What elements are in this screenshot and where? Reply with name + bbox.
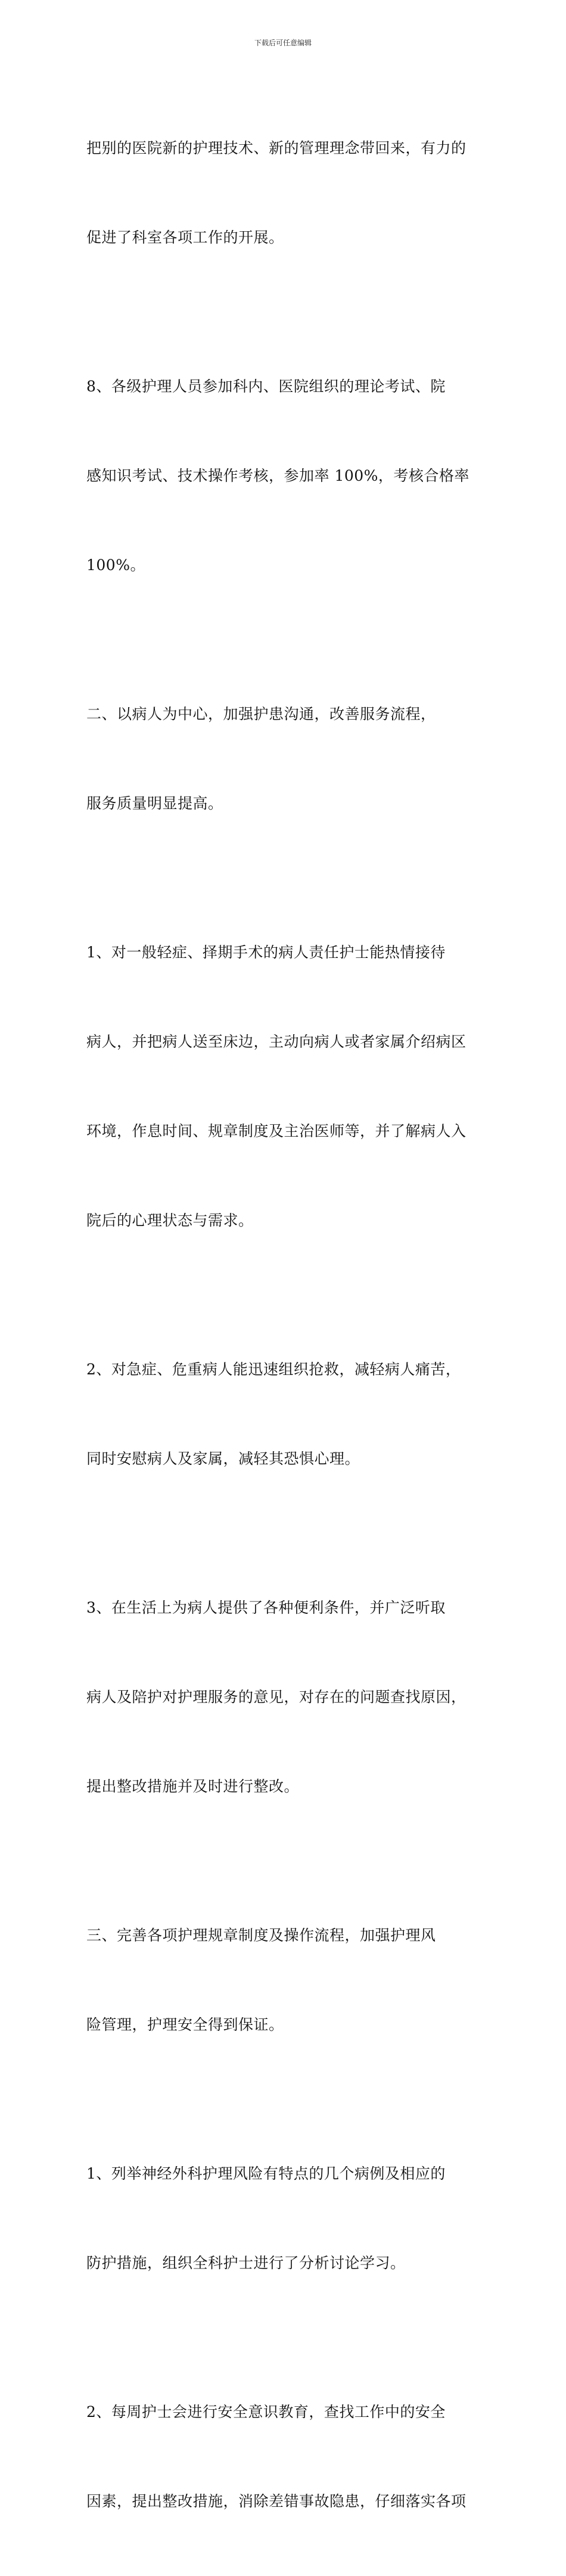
paragraph-3 — [86, 640, 492, 878]
paragraph-7 — [86, 1861, 492, 2099]
text-line: 8、各级护理人员参加科内、医院组织的理论考试、院 — [86, 378, 446, 395]
paragraph-6 — [86, 1533, 492, 1861]
paragraph-2 — [86, 312, 492, 640]
page-header: 下载后可任意编辑 — [254, 39, 312, 47]
text-line: 环境，作息时间、规章制度及主治医师等，并了解病人入 — [86, 1122, 467, 1140]
paragraph-8 — [86, 2099, 492, 2338]
text-line: 1、对一般轻症、择期手术的病人责任护士能热情接待 — [86, 944, 446, 961]
text-line: 病人，并把病人送至床边，主动向病人或者家属介绍病区 — [86, 1033, 467, 1050]
text-line: 二、以病人为中心，加强护患沟通，改善服务流程， — [86, 705, 436, 723]
text-line: 病人及陪护对护理服务的意见，对存在的问题查找原因， — [86, 1688, 467, 1706]
document-body — [86, 74, 492, 2576]
text-line: 100%。 — [86, 556, 145, 574]
text-line: 2、每周护士会进行安全意识教育，查找工作中的安全 — [86, 2403, 446, 2421]
text-line: 促进了科室各项工作的开展。 — [86, 229, 284, 246]
text-line: 服务质量明显提高。 — [86, 795, 223, 812]
text-line: 院后的心理状态与需求。 — [86, 1212, 254, 1229]
text-line: 2、对急症、危重病人能迅速组织抢救，减轻病人痛苦， — [86, 1361, 461, 1378]
text-line: 1、列举神经外科护理风险有特点的几个病例及相应的 — [86, 2165, 446, 2182]
paragraph-5 — [86, 1295, 492, 1533]
text-line: 三、完善各项护理规章制度及操作流程，加强护理风 — [86, 1927, 436, 1944]
paragraph-9 — [86, 2338, 492, 2576]
text-line: 把别的医院新的护理技术、新的管理理念带回来，有力的 — [86, 139, 467, 157]
text-line: 因素，提出整改措施，消除差错事故隐患，仔细落实各项 — [86, 2493, 467, 2510]
paragraph-4 — [86, 878, 492, 1295]
text-line: 感知识考试、技术操作考核，参加率 100%，考核合格率 — [86, 467, 469, 484]
text-line: 提出整改措施并及时进行整改。 — [86, 1778, 300, 1795]
paragraph-1 — [86, 74, 492, 312]
text-line: 同时安慰病人及家属，减轻其恐惧心理。 — [86, 1450, 360, 1467]
text-line: 险管理，护理安全得到保证。 — [86, 2016, 284, 2033]
text-line: 防护措施，组织全科护士进行了分析讨论学习。 — [86, 2254, 406, 2272]
text-line: 3、在生活上为病人提供了各种便利条件，并广泛听取 — [86, 1599, 446, 1616]
